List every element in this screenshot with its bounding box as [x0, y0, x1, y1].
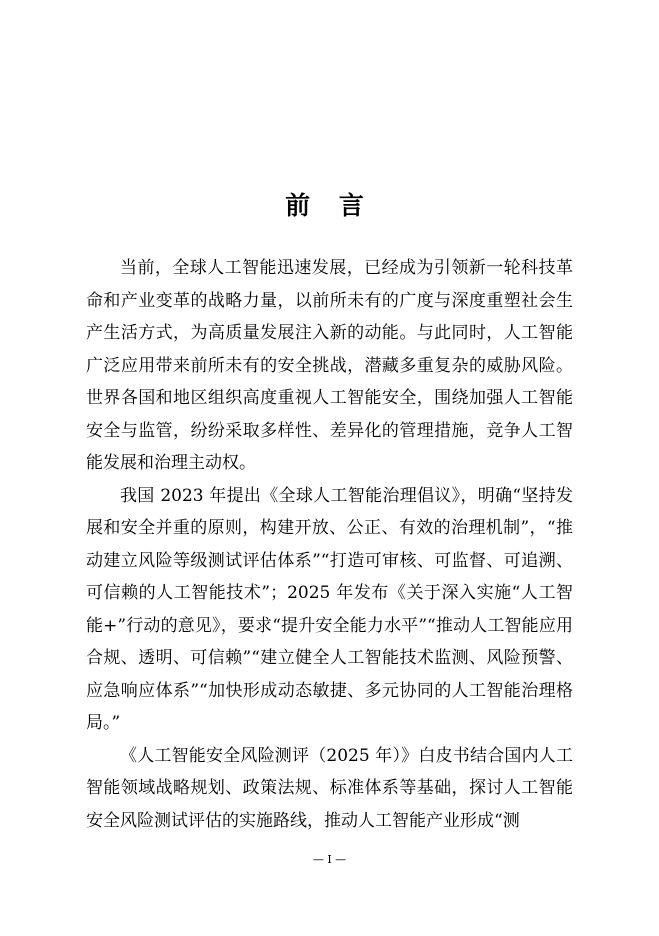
page-title: 前 言: [285, 191, 374, 220]
paragraph-2: 我国 2023 年提出《全球人工智能治理倡议》，明确“坚持发展和安全并重的原则，构建开放、公正、有效的治理机制”，“推动建立风险等级测试评估体系”“打造可审核、可监督、可追溯、可信赖的人工智能技术”；2025 年发布《关于深入实施“人工智能+”行动的意见》，要求“提升安全能力水平”“推动人工智能应用合规、透明、可信赖”“建立健全人工智能技术监测、风险预警、应急响应体系”“加快形成动态敏捷、多元协同的人工智能治理格局。”: [86, 485, 573, 733]
document-body: [86, 252, 573, 837]
page-number: — I —: [312, 853, 347, 866]
paragraph-3: 《人工智能安全风险测评（2025 年）》白皮书结合国内人工智能领域战略规划、政策法规、标准体系等基础，探讨人工智能安全风险测试评估的实施路线，推动人工智能产业形成“测: [86, 745, 573, 831]
paragraph-1: 当前，全球人工智能迅速发展，已经成为引领新一轮科技革命和产业变革的战略力量，以前所未有的广度与深度重塑社会生产生活方式，为高质量发展注入新的动能。与此同时，人工智能广泛应用带来前所未有的安全挑战，潜藏多重复杂的威胁风险。世界各国和地区组织高度重视人工智能安全，围绕加强人工智能安全与监管，纷纷采取多样性、差异化的管理措施，竞争人工智能发展和治理主动权。: [86, 258, 573, 473]
